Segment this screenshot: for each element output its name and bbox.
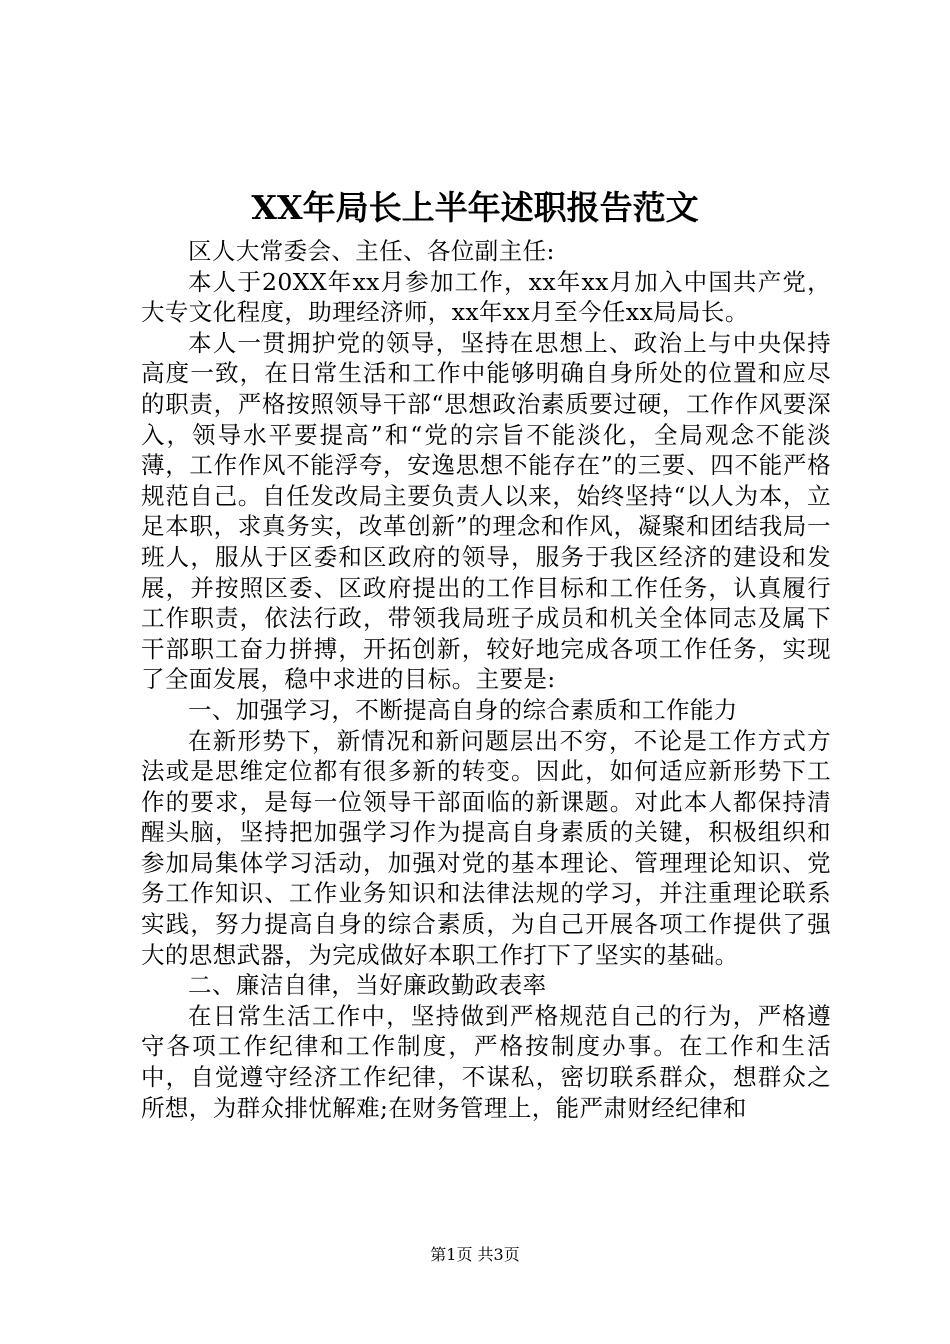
body-paragraph: 在新形势下，新情况和新问题层出不穷，不论是工作方式方法或是思维定位都有很多新的转变。因此，如何适应新形势下工作的要求，是每一位领导干部面临的新课题。对此本人都保持清醒头脑，坚持把加强学习作为提高自身素质的关键，积极组织和参加局集体学习活动，加强对党的基本理论、管理理论知识、党务工作知识、工作业务知识和法律法规的学习，并注重理论联系实践，努力提高自身的综合素质，为自己开展各项工作提供了强大的思想武器，为完成做好本职工作打下了坚实的基础。 bbox=[141, 726, 831, 969]
salutation-paragraph: 区人大常委会、主任、各位副主任: bbox=[188, 237, 555, 265]
document-title: XX年局长上半年述职报告范文 bbox=[251, 188, 699, 227]
document-body bbox=[141, 236, 831, 1123]
body-paragraph: 在日常生活工作中，坚持做到严格规范自己的行为，严格遵守各项工作纪律和工作制度，严格按制度办事。在工作和生活中，自觉遵守经济工作纪律，不谋私，密切联系群众，想群众之所想，为群众排忧解难;在财务管理上，能严肃财经纪律和 bbox=[141, 1001, 831, 1122]
section-heading: 一、加强学习，不断提高自身的综合素质和工作能力 bbox=[188, 695, 738, 724]
page-number-footer: 第1页 共3页 bbox=[430, 1245, 520, 1264]
intro-paragraph: 本人于20XX年xx月参加工作，xx年xx月加入中国共产党，大专文化程度，助理经济师，xx年xx月至今任xx局局长。 bbox=[141, 267, 831, 327]
body-paragraph: 本人一贯拥护党的领导，坚持在思想上、政治上与中央保持高度一致，在日常生活和工作中能够明确自身所处的位置和应尽的职责，严格按照领导干部“思想政治素质要过硬，工作作风要深入，领导水平要提高”和“党的宗旨不能淡化，全局观念不能淡薄，工作作风不能浮夸，安逸思想不能存在”的三要、四不能严格规范自己。自任发改局主要负责人以来，始终坚持“以人为本，立足本职，求真务实，改革创新”的理念和作风，凝聚和团结我局一班人，服从于区委和区政府的领导，服务于我区经济的建设和发展，并按照区委、区政府提出的工作目标和工作任务，认真履行工作职责，依法行政，带领我局班子成员和机关全体同志及属下干部职工奋力拼搏，开拓创新，较好地完成各项工作任务，实现了全面发展，稳中求进的目标。主要是: bbox=[141, 328, 831, 694]
section-heading: 二、廉洁自律，当好廉政勤政表率 bbox=[188, 971, 547, 1000]
